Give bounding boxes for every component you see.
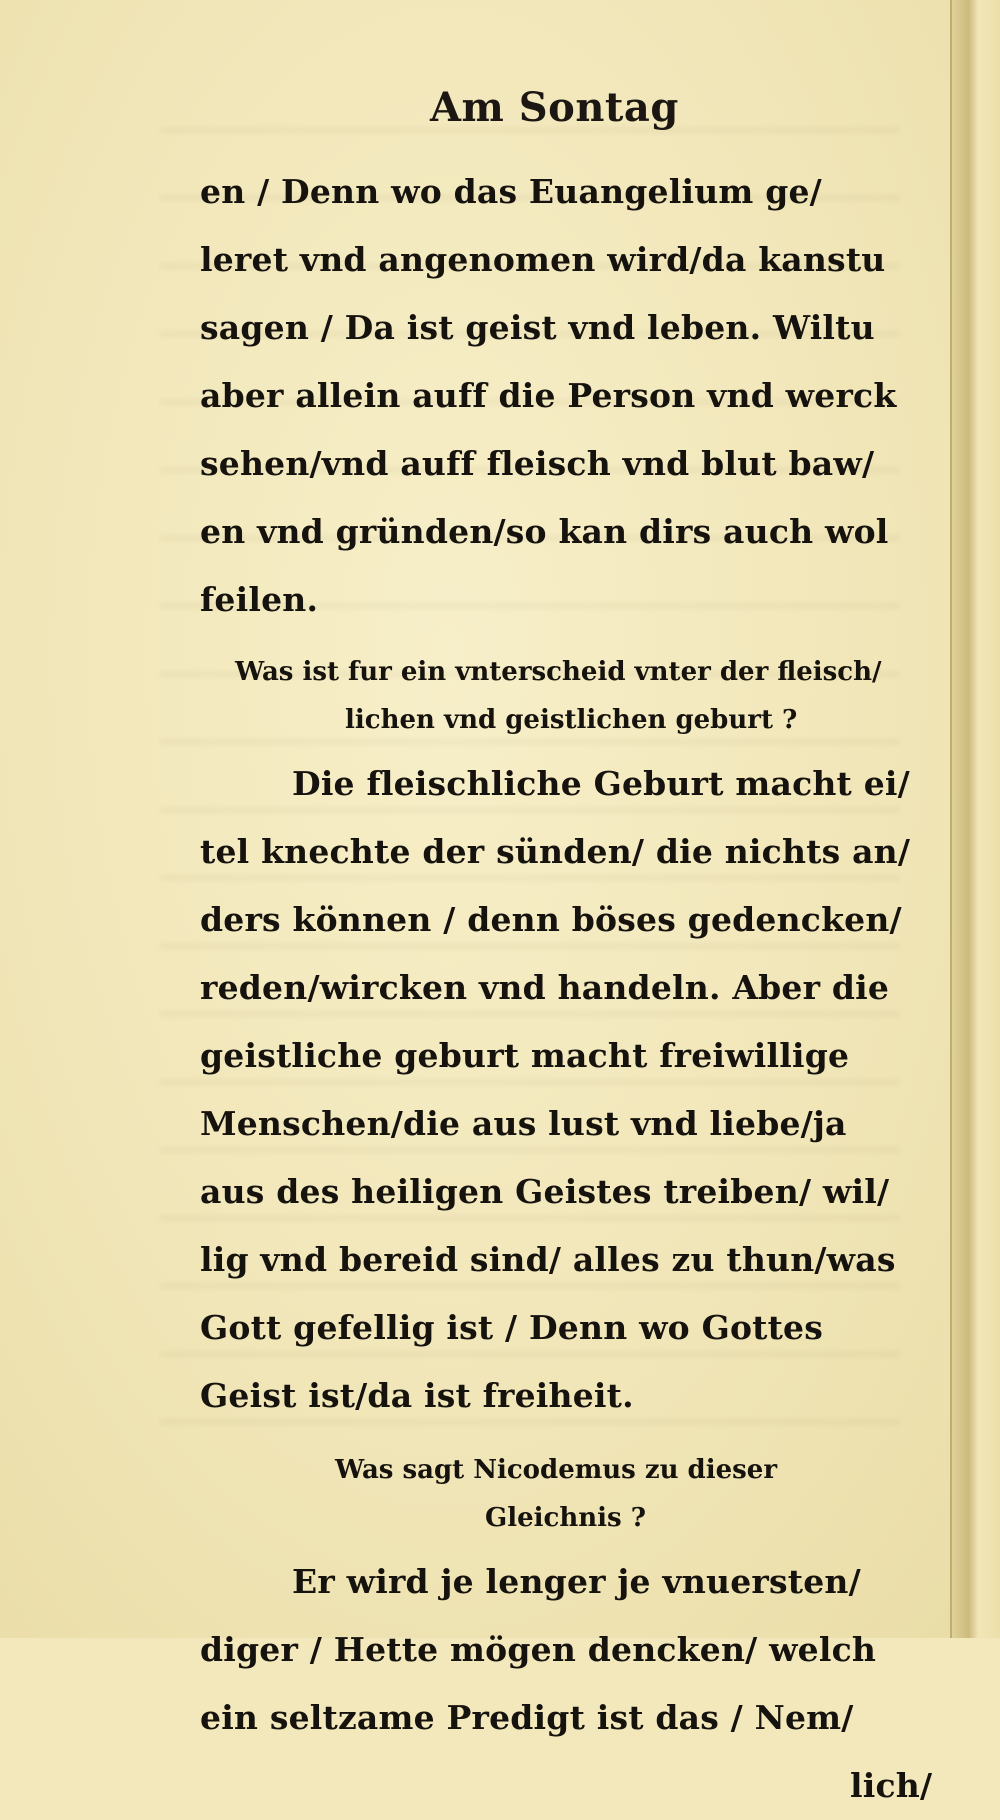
catchword: lich/ — [850, 1766, 933, 1805]
text-line: feilen. — [200, 580, 319, 619]
question-heading: Was ist fur ein vnterscheid vnter der fleisch/ — [235, 657, 882, 687]
text-line: ders können / denn böses gedencken/ — [200, 900, 902, 939]
text-line: Gott gefellig ist / Denn wo Gottes — [200, 1308, 824, 1347]
text-line: Die fleischliche Geburt macht ei/ — [292, 764, 910, 803]
text-line: aber allein auff die Person vnd werck — [200, 376, 897, 415]
running-head: Am Sontag — [430, 84, 679, 131]
text-line: aus des heiligen Geistes treiben/ wil/ — [200, 1172, 890, 1211]
text-line: leret vnd angenomen wird/da kanstu — [200, 240, 886, 279]
question-heading: Was sagt Nicodemus zu dieser — [335, 1455, 778, 1485]
text-line: geistliche geburt macht freiwillige — [200, 1036, 850, 1075]
text-line: reden/wircken vnd handeln. Aber die — [200, 968, 890, 1007]
text-block — [200, 158, 933, 1820]
text-line: lig vnd bereid sind/ alles zu thun/was — [200, 1240, 896, 1279]
text-line: en / Denn wo das Euangelium ge/ — [200, 172, 822, 211]
text-line: Menschen/die aus lust vnd liebe/ja — [200, 1104, 847, 1143]
text-line: sehen/vnd auff fleisch vnd blut baw/ — [200, 444, 875, 483]
text-line: Er wird je lenger je vnuersten/ — [292, 1562, 861, 1601]
text-line: Geist ist/da ist freiheit. — [200, 1376, 634, 1415]
question-heading: Gleichnis ? — [485, 1503, 646, 1533]
text-line: ein seltzame Predigt ist das / Nem/ — [200, 1698, 854, 1737]
page-gutter — [950, 0, 1000, 1638]
text-line: en vnd gründen/so kan dirs auch wol — [200, 512, 889, 551]
question-heading: lichen vnd geistlichen geburt ? — [345, 705, 798, 735]
text-line: tel knechte der sünden/ die nichts an/ — [200, 832, 911, 871]
text-line: diger / Hette mögen dencken/ welch — [200, 1630, 877, 1669]
text-line: sagen / Da ist geist vnd leben. Wiltu — [200, 308, 875, 347]
